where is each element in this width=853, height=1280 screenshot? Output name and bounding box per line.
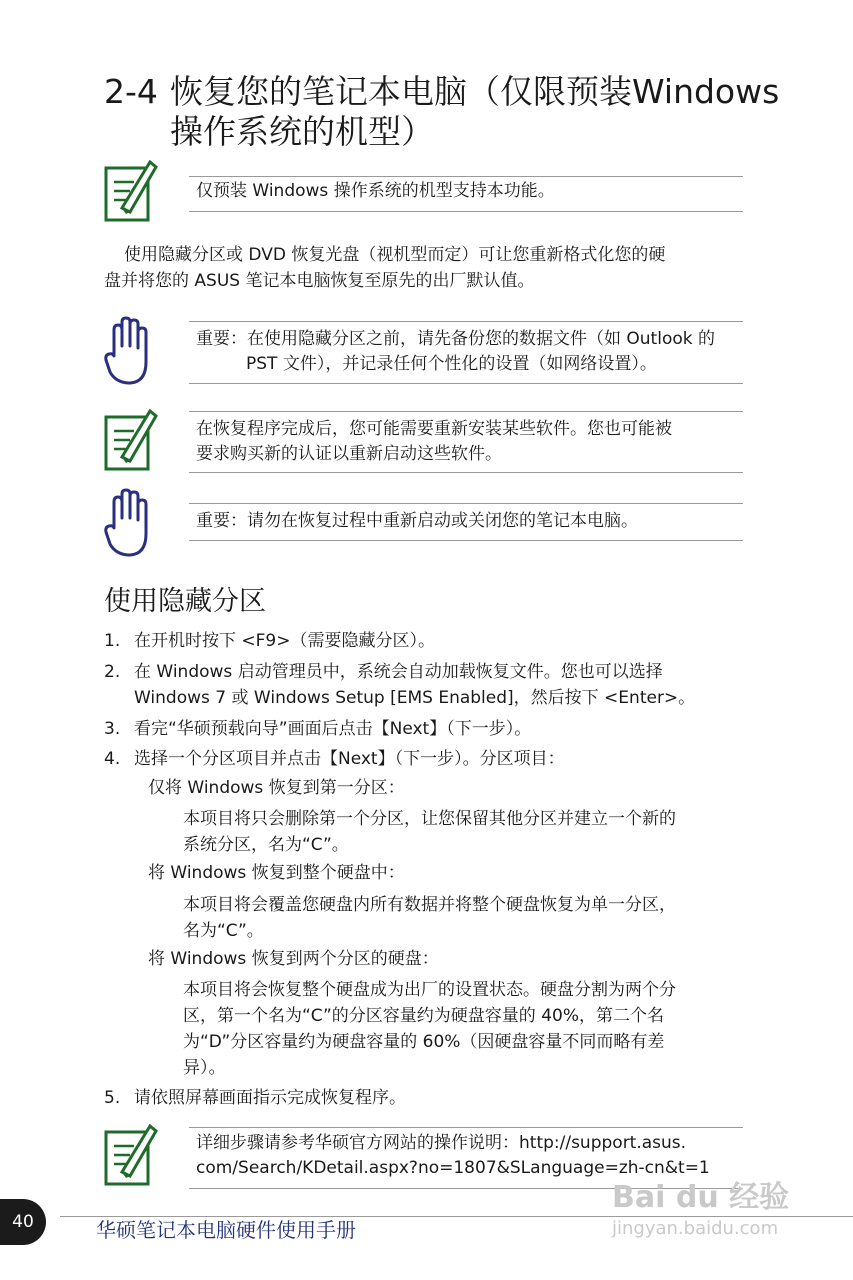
step-number: 5. [104, 1088, 121, 1108]
step-number: 2. [104, 662, 121, 682]
watermark-logo: Bai du 经验 [612, 1180, 790, 1215]
note-pencil-icon [104, 1122, 158, 1188]
note-text-line1: 在恢复程序完成后，您可能需要重新安装某些软件。您也可能被 [196, 419, 672, 439]
option-2-line2: 名为“C”。 [183, 921, 264, 941]
step-2-line2: Windows 7 或 Windows Setup [EMS Enabled]，然后按下 <Enter>。 [134, 688, 696, 708]
hand-warning-icon [104, 316, 154, 386]
warning-box-2 [189, 503, 743, 541]
warning-text-line1: 重要：在使用隐藏分区之前，请先备份您的数据文件（如 Outlook 的 [196, 329, 715, 349]
step-number: 1. [104, 631, 121, 651]
note-text-line2: 要求购买新的认证以重新启动这些软件。 [196, 444, 502, 464]
option-2-line1: 本项目将会覆盖您硬盘内所有数据并将整个硬盘恢复为单一分区， [183, 895, 676, 915]
option-3-line3: 为“D”分区容量约为硬盘容量的 60%（因硬盘容量不同而略有差 [183, 1032, 665, 1052]
subsection-title: 使用隐藏分区 [104, 586, 266, 617]
option-3-title: 将 Windows 恢复到两个分区的硬盘： [148, 949, 439, 969]
option-1-line1: 本项目将只会删除第一个分区，让您保留其他分区并建立一个新的 [183, 809, 676, 829]
section-title-line1: 恢复您的笔记本电脑（仅限预装Windows [170, 72, 780, 111]
section-number: 2-4 [104, 72, 158, 111]
step-4-text: 选择一个分区项目并点击【Next】（下一步）。分区项目： [134, 749, 565, 769]
option-3-line1: 本项目将会恢复整个硬盘成为出厂的设置状态。硬盘分割为两个分 [183, 980, 676, 1000]
intro-line-1: 使用隐藏分区或 DVD 恢复光盘（视机型而定）可让您重新格式化您的硬 [124, 245, 666, 265]
option-1-title: 仅将 Windows 恢复到第一分区： [148, 778, 405, 798]
warning-text: 重要：请勿在恢复过程中重新启动或关闭您的笔记本电脑。 [196, 511, 638, 531]
hand-warning-icon [104, 488, 154, 558]
option-3-line4: 异）。 [183, 1058, 226, 1078]
warning-text-line2: PST 文件），并记录任何个性化的设置（如网络设置）。 [246, 354, 657, 374]
note-pencil-icon [104, 407, 158, 473]
section-title [104, 72, 779, 112]
final-note-url-line: com/Search/KDetail.aspx?no=1807&SLanguage=zh-cn&t=1 [196, 1158, 710, 1178]
step-3-text: 看完“华硕预载向导”画面后点击【Next】（下一步）。 [134, 719, 532, 739]
option-1-line2: 系统分区，名为“C”。 [183, 835, 349, 855]
warning-box-1 [189, 321, 743, 384]
step-number: 4. [104, 749, 121, 769]
note-box-2 [189, 411, 743, 473]
watermark-url: jingyan.baidu.com [612, 1218, 779, 1239]
option-3-line2: 区，第一个名为“C”的分区容量约为硬盘容量的 40%，第二个名 [183, 1006, 664, 1026]
page-number: 40 [0, 1199, 46, 1245]
note-box-1 [189, 176, 743, 212]
note-text: 仅预装 Windows 操作系统的机型支持本功能。 [196, 181, 555, 201]
note-pencil-icon [104, 158, 158, 224]
option-2-title: 将 Windows 恢复到整个硬盘中： [148, 863, 405, 883]
intro-line-2: 盘并将您的 ASUS 笔记本电脑恢复至原先的出厂默认值。 [104, 271, 535, 291]
step-5-text: 请依照屏幕画面指示完成恢复程序。 [134, 1088, 406, 1108]
footer-title: 华硕笔记本电脑硬件使用手册 [96, 1218, 356, 1242]
final-note-line1: 详细步骤请参考华硕官方网站的操作说明：http://support.asus. [196, 1133, 687, 1153]
step-1-text: 在开机时按下 <F9>（需要隐藏分区）。 [134, 631, 435, 651]
section-title-line2: 操作系统的机型） [170, 112, 434, 151]
step-2-line1: 在 Windows 启动管理员中，系统会自动加载恢复文件。您也可以选择 [134, 662, 663, 682]
step-number: 3. [104, 719, 121, 739]
